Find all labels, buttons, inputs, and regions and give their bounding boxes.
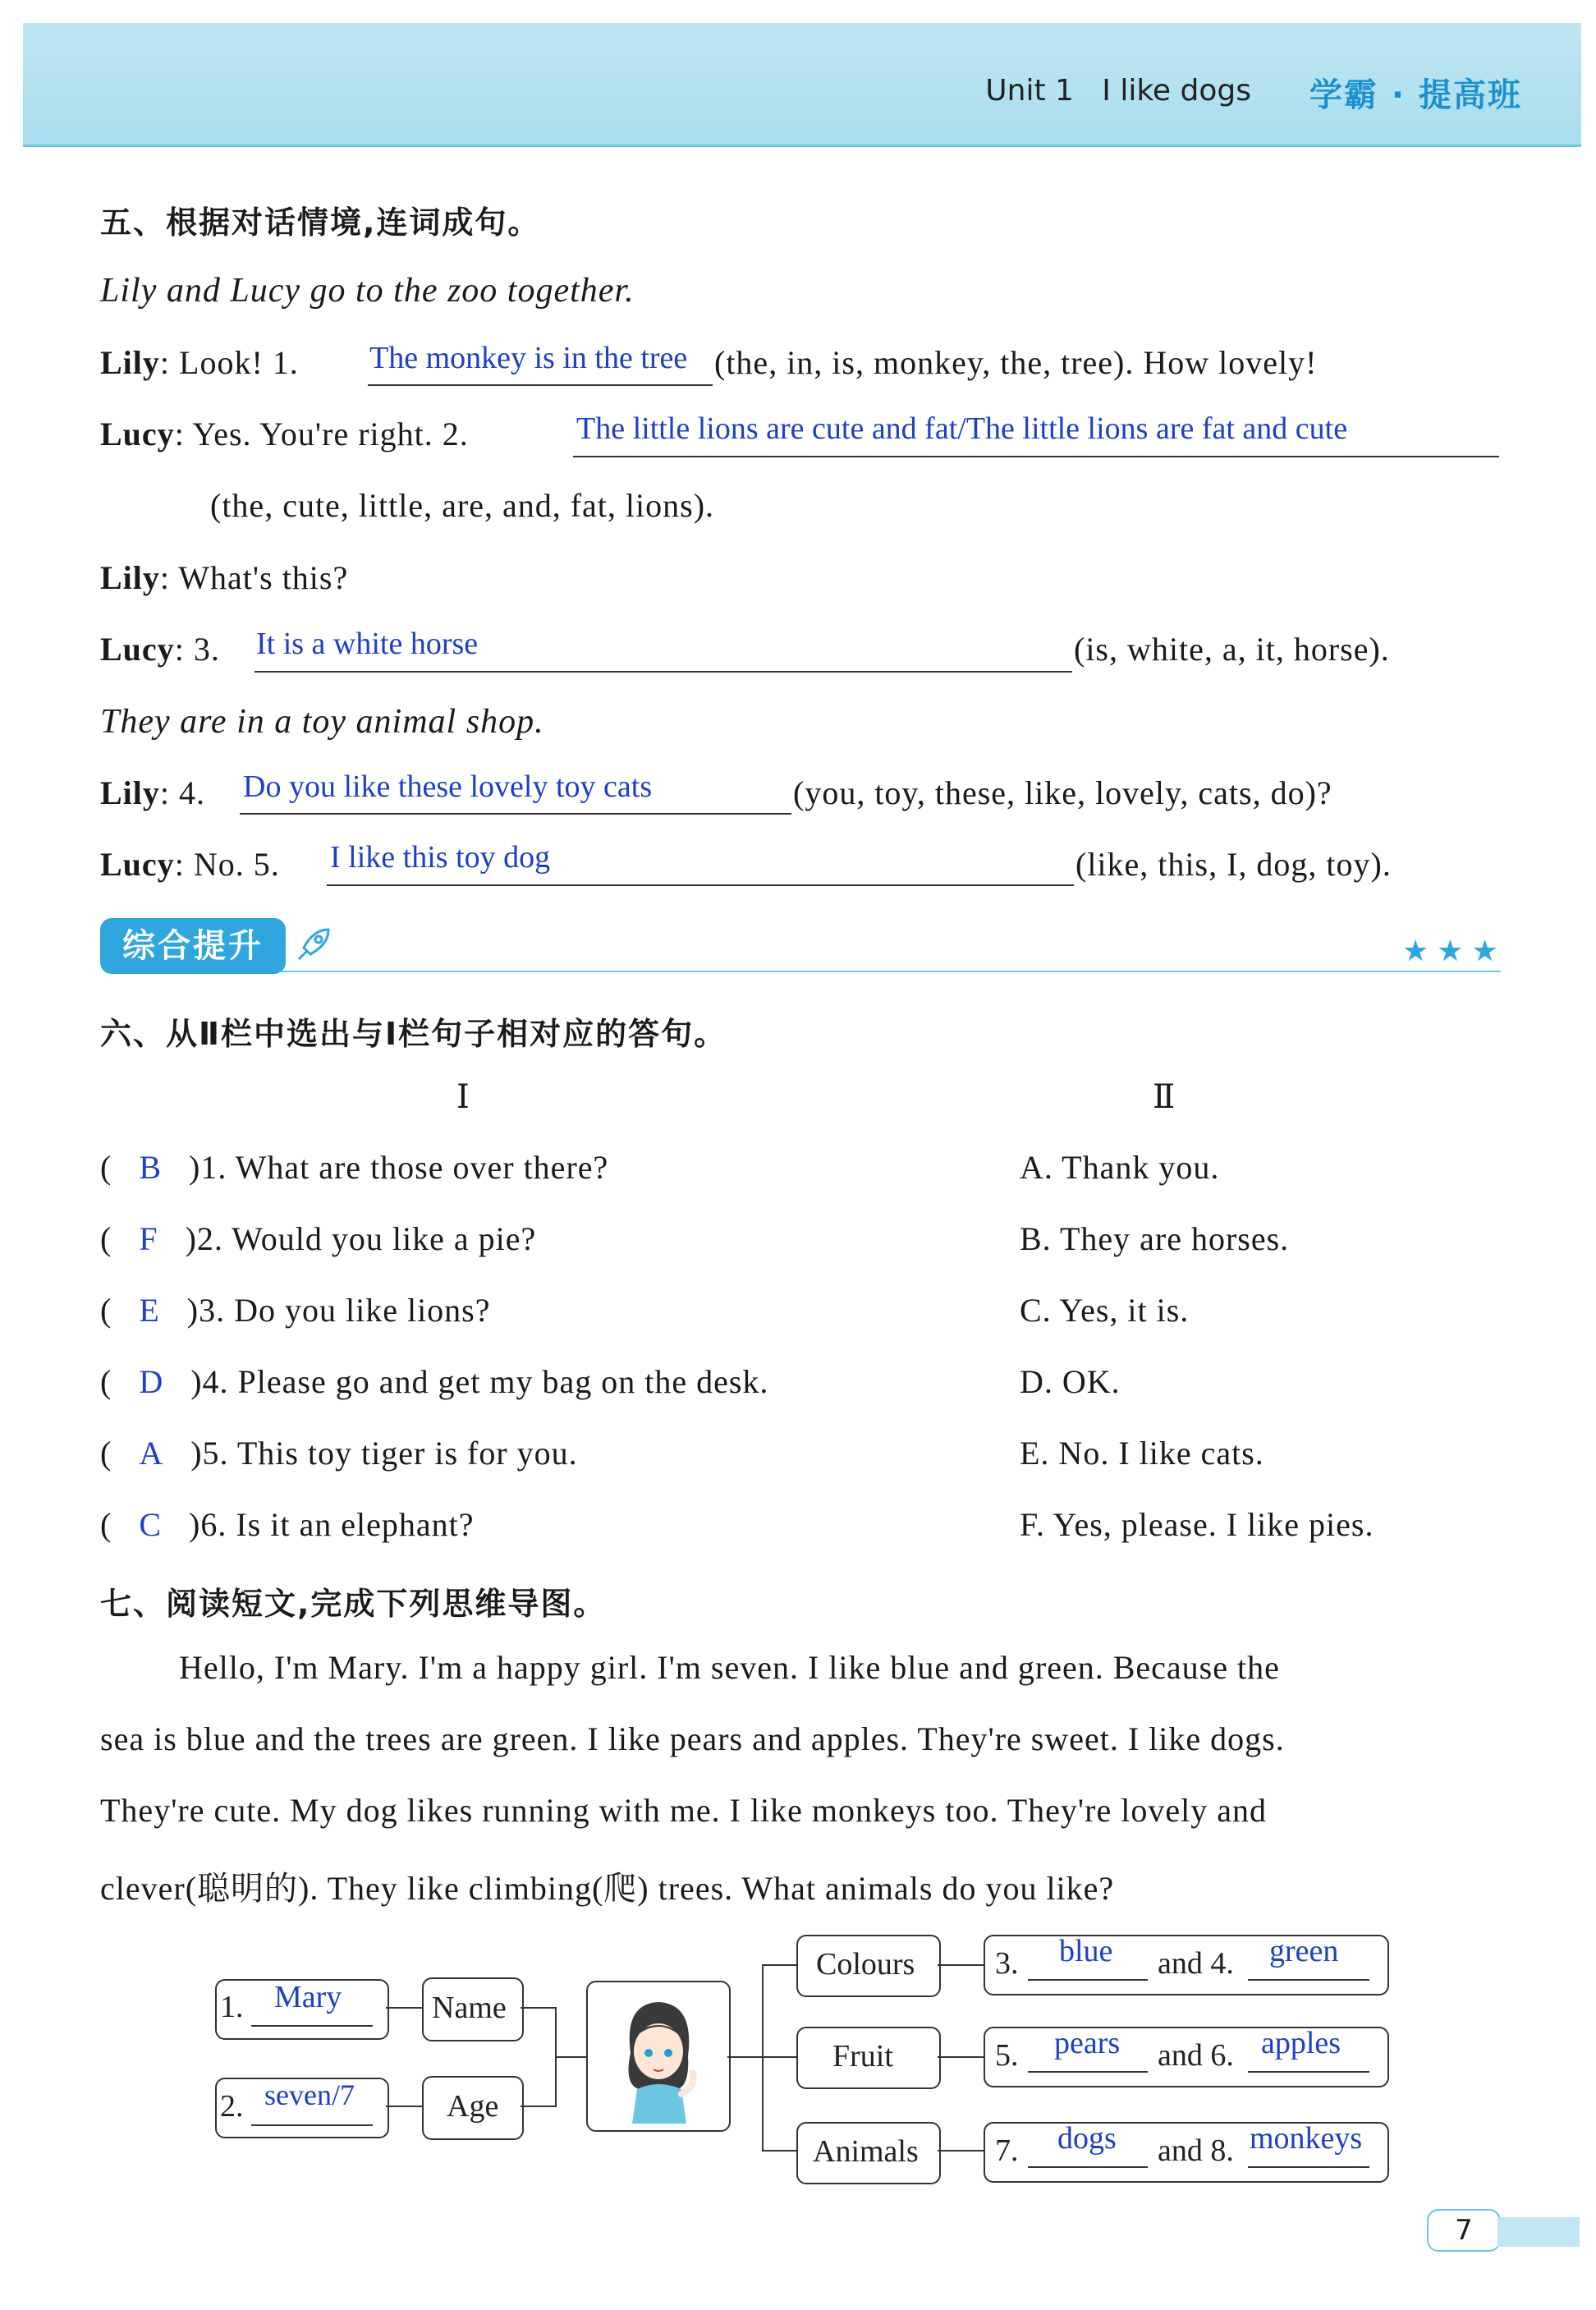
option-D: D. OK. (1020, 1363, 1121, 1400)
mm-answer-7: dogs (1057, 2121, 1117, 2156)
dialogue-line-4: Lucy: 3. (100, 631, 220, 668)
page-number-bar (1497, 2217, 1580, 2247)
answer-1: The monkey is in the tree (369, 341, 688, 375)
mm-num-5: 5. (995, 2038, 1019, 2073)
mm-age-label: Age (447, 2089, 499, 2124)
section6-title: 六、从Ⅱ栏中选出与Ⅰ栏句子相对应的答句。 (100, 1016, 727, 1052)
mm-answer-5: pears (1054, 2026, 1121, 2060)
mm-num-7: 7. (995, 2133, 1019, 2168)
passage-line-4: clever(聪明的). They like climbing(爬) trees. What animals do you like? (100, 1870, 1115, 1907)
mm-answer-8: monkeys (1250, 2121, 1363, 2156)
girl-avatar-icon (599, 1987, 714, 2124)
option-F: F. Yes, please. I like pies. (1020, 1506, 1374, 1543)
mm-and-4: and 4. (1158, 1946, 1234, 1981)
column-I: Ⅰ (456, 1078, 470, 1115)
dialogue-line-3: Lily: What's this? (100, 559, 349, 596)
header-unit: Unit 1 I like dogs (985, 74, 1251, 108)
dialogue-line-6: Lucy: No. 5. (100, 846, 280, 883)
mm-and-8: and 8. (1158, 2133, 1234, 2168)
mm-answer-6: apples (1261, 2026, 1341, 2060)
section7-title: 七、阅读短文,完成下列思维导图。 (100, 1586, 607, 1622)
question-1: ( B )1. What are those over there? (100, 1149, 609, 1186)
mm-and-6: and 6. (1158, 2038, 1234, 2073)
mm-answer-3: blue (1059, 1934, 1113, 1968)
option-B: B. They are horses. (1020, 1220, 1290, 1257)
hint-5: (like, this, I, dog, toy). (1075, 846, 1392, 883)
mm-animals-label: Animals (813, 2134, 919, 2169)
hint-4: (you, toy, these, like, lovely, cats, do)? (793, 774, 1332, 811)
scene2: They are in a toy animal shop. (100, 703, 544, 741)
hint-1: (the, in, is, monkey, the, tree). How lovely! (714, 344, 1318, 381)
passage-line-3: They're cute. My dog likes running with me. I like monkeys too. They're lovely and (100, 1792, 1267, 1829)
option-E: E. No. I like cats. (1020, 1435, 1264, 1472)
question-6: ( C )6. Is it an elephant? (100, 1506, 475, 1543)
answer-4: Do you like these lovely toy cats (243, 769, 653, 804)
question-4: ( D )4. Please go and get my bag on the desk. (100, 1363, 769, 1400)
banner-divider (279, 971, 1501, 972)
option-C: C. Yes, it is. (1020, 1292, 1190, 1329)
mm-num-3: 3. (995, 1946, 1019, 1981)
banner-comprehensive: 综合提升 (100, 918, 286, 974)
dialogue-line-1: Lily: Look! 1. (100, 344, 299, 381)
dialogue-line-5: Lily: 4. (100, 774, 206, 811)
mm-num-1: 1. (220, 1990, 244, 2024)
mm-fruit-label: Fruit (832, 2039, 893, 2073)
column-II: Ⅱ (1153, 1078, 1176, 1115)
answer-2: The little lions are cute and fat/The little lions are fat and cute (576, 411, 1348, 446)
scene1: Lily and Lucy go to the zoo together. (100, 272, 635, 310)
passage-line-2: sea is blue and the trees are green. I like pears and apples. They're sweet. I like dogs. (100, 1720, 1285, 1757)
passage-line-1: Hello, I'm Mary. I'm a happy girl. I'm seven. I like blue and green. Because the (179, 1649, 1280, 1686)
question-3: ( E )3. Do you like lions? (100, 1292, 491, 1329)
dialogue-line-2: Lucy: Yes. You're right. 2. (100, 416, 469, 452)
mm-colours-label: Colours (816, 1947, 915, 1982)
option-A: A. Thank you. (1020, 1149, 1220, 1186)
header-brand: 学霸 · 提高班 (1309, 76, 1522, 114)
mm-name-label: Name (432, 1991, 507, 2025)
mm-num-2: 2. (220, 2089, 244, 2124)
hint-2: (the, cute, little, are, and, fat, lions). (210, 487, 715, 524)
mm-answer-4: green (1269, 1934, 1339, 1968)
page-number: 7 (1427, 2209, 1501, 2252)
question-5: ( A )5. This toy tiger is for you. (100, 1435, 578, 1472)
question-2: ( F )2. Would you like a pie? (100, 1220, 537, 1257)
rocket-icon (292, 925, 333, 966)
mm-answer-2: seven/7 (264, 2078, 355, 2111)
answer-3: It is a white horse (256, 627, 479, 661)
section5-title: 五、根据对话情境,连词成句。 (100, 204, 541, 241)
hint-3: (is, white, a, it, horse). (1074, 631, 1390, 668)
star-rating: ★★★ (1402, 935, 1507, 968)
answer-5: I like this toy dog (330, 840, 551, 875)
mm-answer-1: Mary (274, 1980, 342, 2014)
